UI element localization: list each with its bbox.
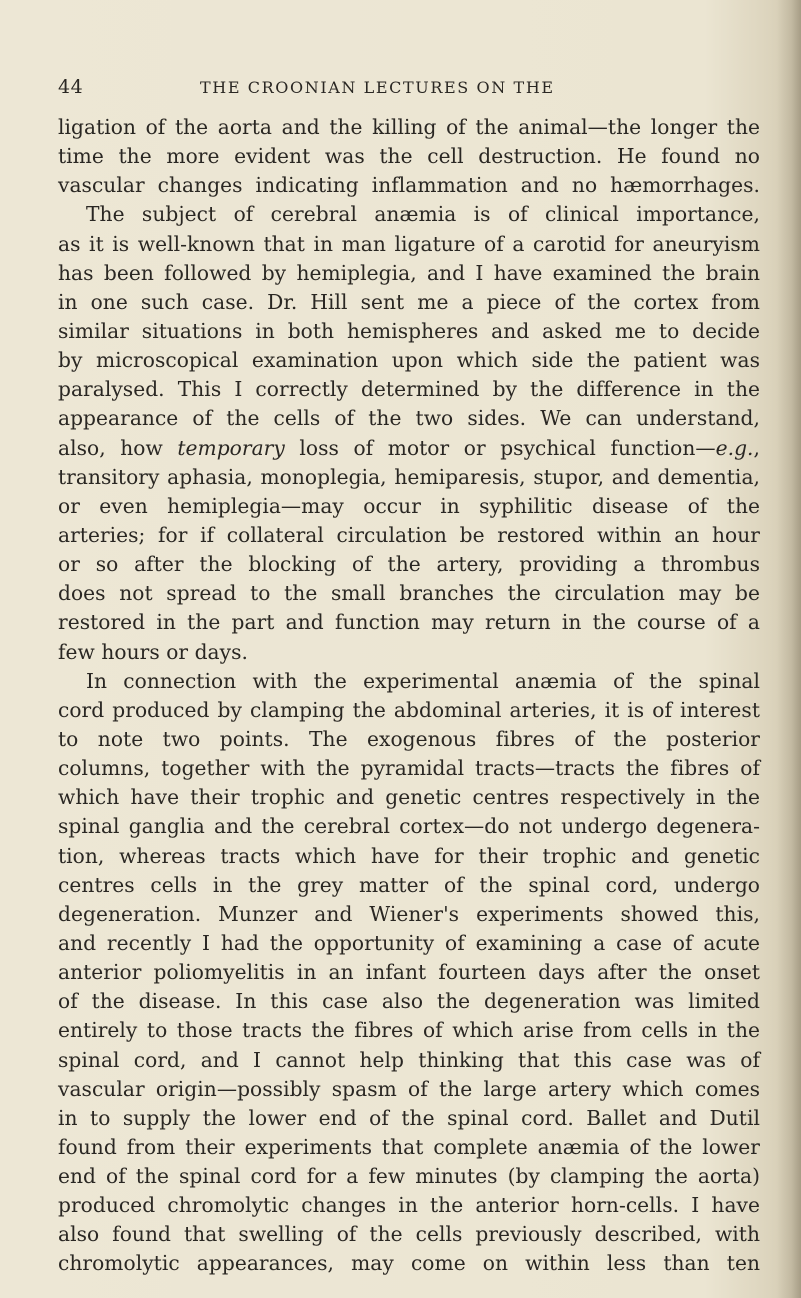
text-line: few hours or days. [58,639,248,664]
text-segment: also, how [58,435,178,460]
text-line: anterior poliomyelitis in an infant fourteen days after the onset [58,960,760,985]
text-line: ligation of the aorta and the killing of the animal—the longer the [58,115,760,139]
text-line: time the more evident was the cell destruction. He found no [58,144,760,169]
text-line: The subject of cerebral anæmia is of clinical importance, [86,202,760,227]
text-line: centres cells in the grey matter of the spinal cord, undergo [58,872,760,897]
text-line: spinal cord, and I cannot help thinking that this case was of [58,1047,760,1072]
text-line: of the disease. In this case also the degeneration was limited [58,989,760,1014]
text-line: restored in the part and function may return in the course of a [58,610,760,635]
text-line: cord produced by clamping the abdominal arteries, it is of interest [58,697,760,722]
text-line: chromolytic appearances, may come on within less than ten [58,1251,760,1276]
text-line: or even hemiplegia—may occur in syphilitic disease of the [58,493,760,518]
text-line: spinal ganglia and the cerebral cortex—do not undergo degenera- [58,814,760,839]
text-line: In connection with the experimental anæmia of the spinal [86,668,760,693]
text-line: vascular changes indicating inflammation and no hæmorrhages. [58,173,760,198]
running-head: THE CROONIAN LECTURES ON THE [200,78,555,97]
text-line: appearance of the cells of the two sides. We can understand, [58,406,760,431]
text-line: columns, together with the pyramidal tracts—tracts the fibres of [58,756,760,781]
text-line: produced chromolytic changes in the anterior horn-cells. I have [58,1193,760,1218]
text-line: tion, whereas tracts which have for their trophic and genetic [58,843,760,868]
text-line: and recently I had the opportunity of examining a case of acute [58,930,760,955]
text-line: which have their trophic and genetic centres respectively in the [58,785,760,810]
text-line: vascular origin—possibly spasm of the large artery which comes [58,1076,760,1101]
text-line: entirely to those tracts the fibres of which arise from cells in the [58,1018,760,1043]
text-line: also found that swelling of the cells previously described, with [58,1222,760,1247]
text-line: in to supply the lower end of the spinal cord. Ballet and Dutil [58,1105,760,1130]
text-line: to note two points. The exogenous fibres of the posterior [58,726,760,751]
text-line: arteries; for if collateral circulation be restored within an hour [58,522,760,547]
italic-term: temporary [177,435,285,460]
text-line: paralysed. This I correctly determined by the difference in the [58,377,760,402]
text-line: by microscopical examination upon which side the patient was [58,348,760,373]
abbreviation-eg: e.g. [715,435,754,460]
page-number: 44 [58,76,84,98]
text-line: has been followed by hemiplegia, and I have examined the brain [58,260,760,285]
text-line: in one such case. Dr. Hill sent me a piece of the cortex from [58,289,760,314]
text-line: similar situations in both hemispheres and asked me to decide [58,318,760,343]
page-edge-shadow [777,0,801,1298]
text-line: end of the spinal cord for a few minutes (by clamping the aorta) [58,1164,760,1189]
text-line: degeneration. Munzer and Wiener's experiments showed this, [58,901,760,926]
text-line: also, how temporary loss of motor or psychical function—e.g., [58,435,760,460]
text-line: found from their experiments that complete anæmia of the lower [58,1134,760,1159]
page-header [58,76,758,106]
text-line: or so after the blocking of the artery, providing a thrombus [58,552,760,577]
text-line: transitory aphasia, monoplegia, hemiparesis, stupor, and dementia, [58,464,760,489]
body-text [58,113,760,1279]
text-segment: loss of motor or psychical function— [284,435,716,460]
text-line: does not spread to the small branches the circulation may be [58,581,760,606]
text-line: as it is well-known that in man ligature of a carotid for aneuryism [58,231,760,256]
